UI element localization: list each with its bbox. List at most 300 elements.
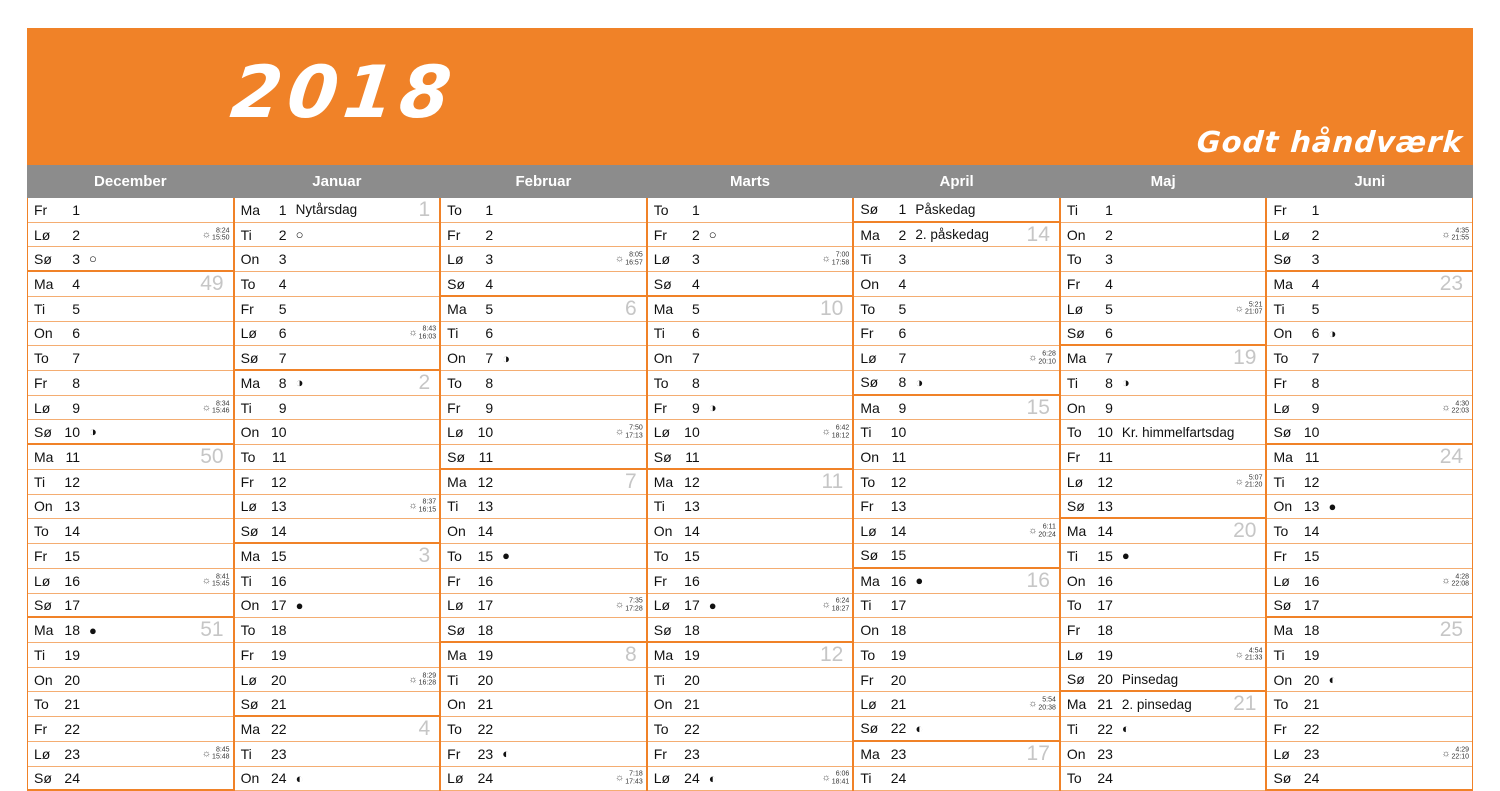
day-row [235,692,440,717]
day-abbrev: To [447,547,462,564]
sun-icon: ☼ [1234,476,1244,488]
day-row [235,569,440,594]
day-abbrev: Ma [240,547,261,564]
day-number: 5 [1311,300,1320,317]
day-row [28,371,233,396]
sun-times [1235,474,1263,489]
day-row [854,322,1059,347]
day-number: 24 [890,770,907,787]
sun-time-stack [1245,647,1263,662]
sun-time-stack [419,672,437,687]
day-row [648,643,853,668]
sun-time-stack [1452,746,1470,761]
day-row [235,272,440,297]
day-abbrev: To [653,201,669,218]
sun-icon: ☼ [408,674,418,686]
day-number: 18 [271,622,287,639]
day-row [28,692,233,717]
day-number: 13 [1303,498,1320,515]
day-row [441,594,646,619]
sun-icon: ☼ [1441,575,1451,587]
day-number: 2 [1105,226,1113,243]
day-row [648,495,853,520]
day-number: 14 [890,523,907,540]
day-number: 13 [684,498,700,515]
day-row [28,569,233,594]
sunset-time: 21:55 [1451,234,1470,242]
day-row [235,445,440,470]
day-row [648,569,853,594]
day-abbrev: Sø [653,621,672,638]
sunrise-time: 8:24 [215,227,230,235]
day-abbrev: Ti [1273,300,1285,317]
day-abbrev: Sø [1066,324,1085,341]
day-row [1061,618,1266,643]
day-abbrev: Sø [1273,596,1292,613]
day-abbrev: Ti [447,498,459,515]
day-abbrev: Lø [240,671,257,688]
day-abbrev: Sø [860,720,879,737]
day-row [441,717,646,742]
sunset-time: 17:13 [625,432,643,440]
day-number: 4 [485,275,494,292]
week-number: 49 [200,272,224,296]
day-number: 7 [485,350,494,367]
day-row [1061,668,1266,693]
day-row [441,618,646,643]
day-abbrev: To [1066,424,1082,441]
day-abbrev: To [447,201,462,218]
day-row [235,297,440,322]
day-number: 11 [272,449,287,466]
day-abbrev: Lø [653,770,671,787]
day-row [28,544,233,569]
sunset-time: 20:24 [1038,531,1056,539]
sun-time-stack [832,252,850,267]
day-row [1061,371,1266,396]
day-row [1267,692,1472,717]
day-row [648,247,853,272]
day-row [854,198,1059,223]
day-number: 20 [684,671,700,688]
day-row [1267,717,1472,742]
day-row [854,445,1059,470]
day-abbrev: Sø [34,423,52,440]
day-number: 12 [64,473,80,490]
day-row [854,668,1059,693]
day-number: 21 [890,696,907,713]
day-abbrev: Ma [1066,523,1087,540]
sun-time-stack [212,573,230,588]
day-row [28,297,233,322]
sunset-time: 18:27 [831,605,850,613]
day-abbrev: Sø [1273,769,1292,786]
day-row [235,346,440,371]
day-number: 7 [72,350,80,367]
day-number: 18 [684,621,700,638]
day-abbrev: Fr [860,671,874,688]
day-number: 17 [890,597,907,614]
sunset-time: 17:58 [831,259,850,267]
sunrise-time: 8:34 [215,400,230,408]
day-row [441,223,646,248]
day-row [1267,297,1472,322]
week-number: 8 [625,642,637,666]
day-abbrev: Lø [34,745,51,762]
day-row [1061,643,1266,668]
day-row [441,247,646,272]
holiday-label: Påskedag [915,201,976,217]
day-number: 3 [485,251,494,268]
day-number: 4 [691,275,700,292]
day-row [854,247,1059,272]
sunrise-time: 8:05 [629,251,643,259]
day-row [1267,643,1472,668]
day-number: 6 [485,325,494,342]
sunset-time: 18:12 [831,432,850,440]
day-number: 24 [477,770,494,787]
sun-times [1235,301,1263,316]
sun-time-stack [212,227,230,242]
day-number: 13 [271,498,287,515]
day-number: 12 [271,473,287,490]
day-abbrev: Ti [1066,374,1079,391]
day-number: 6 [898,325,907,342]
day-abbrev: Fr [653,572,667,589]
sun-icon: ☼ [408,500,418,512]
sunset-time: 22:10 [1451,753,1470,761]
day-row [1061,272,1266,297]
day-number: 8 [278,374,287,391]
sun-times [615,252,643,267]
day-number: 10 [1303,423,1320,440]
month-header-maj: Maj [1150,173,1176,190]
day-abbrev: Sø [240,695,259,712]
day-row [1267,544,1472,569]
day-abbrev: Ti [34,300,46,317]
day-abbrev: Ma [1273,622,1293,639]
day-abbrev: Ma [447,300,467,317]
day-number: 10 [477,424,494,441]
day-abbrev: Ti [240,572,252,589]
sun-icon: ☼ [201,575,212,587]
day-abbrev: Ma [653,300,674,317]
day-row [441,346,646,371]
sun-time-stack [832,598,850,613]
day-number: 24 [64,769,80,786]
day-number: 6 [691,325,700,342]
month-column-maj [1059,198,1266,791]
day-number: 10 [684,424,700,441]
day-abbrev: Fr [1273,547,1287,564]
day-number: 12 [684,473,700,490]
sun-time-stack [1452,573,1470,588]
day-row [235,371,440,396]
day-number: 15 [1097,547,1113,564]
sunset-time: 16:15 [418,506,437,514]
day-number: 2 [898,226,907,243]
day-abbrev: Ti [34,473,46,490]
day-row [1061,420,1266,445]
day-row [235,223,440,248]
sunrise-time: 4:30 [1455,400,1470,408]
day-row [854,371,1059,396]
day-number: 20 [890,671,907,688]
sunrise-time: 8:43 [422,325,437,333]
day-abbrev: Sø [34,250,52,267]
sun-icon: ☼ [821,772,831,784]
day-abbrev: Lø [1273,399,1290,416]
day-row [441,322,646,347]
day-number: 24 [684,770,700,787]
year-title: 2018 [226,50,462,134]
day-number: 2 [691,226,700,243]
full-moon-icon: ○ [295,227,304,243]
day-abbrev: Fr [653,399,667,416]
day-row [1267,396,1472,421]
day-number: 8 [1311,374,1320,391]
day-abbrev: To [860,300,876,317]
sun-times [1235,647,1263,662]
day-abbrev: Lø [1066,300,1084,317]
day-row [1061,495,1266,520]
day-row [1061,742,1266,767]
day-abbrev: On [447,350,466,367]
day-row [854,346,1059,371]
day-abbrev: Lø [447,251,464,268]
day-number: 4 [898,276,907,293]
day-number: 12 [477,473,494,490]
day-abbrev: Ti [1066,720,1079,737]
day-abbrev: On [1066,745,1086,762]
sunrise-time: 4:35 [1455,227,1470,235]
holiday-label: Pinsedag [1121,671,1179,687]
day-abbrev: Fr [1066,276,1081,293]
sun-icon: ☼ [408,327,418,339]
day-number: 18 [64,622,80,639]
sunset-time: 20:10 [1038,358,1056,366]
day-abbrev: Lø [1273,572,1290,589]
day-abbrev: Lø [1273,745,1290,762]
day-row [648,594,853,619]
day-number: 1 [278,201,287,218]
day-row [28,742,233,767]
day-row [1267,594,1472,619]
day-number: 22 [477,720,494,737]
day-number: 23 [890,745,907,762]
day-row [1267,495,1472,520]
day-row [854,717,1059,742]
day-abbrev: Lø [653,424,671,441]
day-abbrev: Lø [653,597,671,614]
day-number: 24 [271,770,287,787]
day-row [28,322,233,347]
day-number: 6 [1105,324,1113,341]
week-number: 23 [1439,272,1464,296]
sun-times [822,425,850,440]
sun-icon: ☼ [821,599,831,611]
day-abbrev: To [653,720,669,737]
day-row [1267,668,1472,693]
day-row [28,594,233,619]
day-abbrev: Ma [860,399,880,416]
day-number: 19 [684,646,700,663]
sun-time-stack [1245,301,1263,316]
day-number: 10 [890,424,907,441]
day-abbrev: Sø [34,769,52,786]
day-abbrev: Sø [653,448,672,465]
day-number: 4 [1311,276,1320,293]
day-row [441,420,646,445]
day-row [441,767,646,791]
day-row [854,618,1059,643]
day-row [854,544,1059,569]
sunrise-time: 7:35 [629,597,643,605]
day-number: 11 [65,449,80,466]
sunrise-time: 6:42 [835,424,850,432]
day-abbrev: Ma [1273,276,1293,293]
day-row [235,742,440,767]
day-number: 16 [64,572,80,589]
day-row [441,272,646,297]
day-row [648,519,853,544]
holiday-label: 2. påskedag [915,227,989,243]
day-number: 2 [278,226,287,243]
day-number: 17 [477,597,494,614]
day-row [1061,247,1266,272]
day-number: 15 [64,547,80,564]
month-header-februar: Februar [515,173,572,190]
day-number: 10 [64,423,80,440]
day-number: 21 [684,696,700,713]
sunrise-time: 8:45 [215,746,230,754]
day-abbrev: Fr [34,720,48,737]
day-row [235,767,440,791]
sunset-time: 16:03 [418,333,437,341]
day-abbrev: Ti [240,399,252,416]
day-abbrev: Sø [1066,671,1085,688]
day-number: 20 [64,671,80,688]
day-number: 16 [1303,572,1320,589]
day-abbrev: Ma [34,276,54,293]
sunrise-time: 7:00 [835,251,850,259]
sunrise-time: 8:29 [422,672,437,680]
sun-time-stack [419,326,437,341]
sun-times [202,227,230,242]
day-number: 16 [890,572,907,589]
day-row [854,223,1059,248]
new-moon-icon: ● [915,573,924,589]
day-number: 3 [278,251,287,268]
day-row [441,692,646,717]
week-number: 16 [1026,568,1050,592]
day-number: 1 [1311,201,1320,218]
day-abbrev: Ma [34,449,54,466]
sunset-time: 18:41 [831,778,850,786]
day-number: 18 [890,622,907,639]
day-abbrev: Fr [653,745,667,762]
day-row [441,544,646,569]
day-abbrev: On [34,325,53,342]
day-row [441,470,646,495]
day-row [28,717,233,742]
day-number: 23 [64,745,80,762]
day-number: 12 [1303,473,1320,490]
day-abbrev: Fr [447,399,461,416]
day-row [28,470,233,495]
sunrise-time: 7:18 [629,770,643,778]
day-abbrev: Fr [34,201,48,218]
day-row [648,297,853,322]
day-abbrev: Lø [240,498,257,515]
day-number: 16 [477,572,494,589]
day-abbrev: Sø [1273,423,1292,440]
day-number: 20 [1097,671,1113,688]
sun-icon: ☼ [201,229,212,241]
day-row [1061,594,1266,619]
day-row [28,346,233,371]
day-abbrev: To [860,473,876,490]
month-column-april [852,198,1059,791]
day-row [1061,519,1266,544]
last-quarter-icon: ◑ [502,350,511,366]
day-abbrev: To [1066,597,1082,614]
day-number: 9 [485,399,494,416]
day-abbrev: To [34,696,49,713]
day-abbrev: Ma [860,745,880,762]
day-abbrev: Ma [653,473,674,490]
day-abbrev: On [1066,399,1086,416]
day-abbrev: To [653,547,669,564]
day-row [441,742,646,767]
day-number: 17 [64,596,80,613]
day-row [1267,767,1472,791]
day-number: 16 [684,572,700,589]
full-moon-icon: ○ [89,251,97,267]
sun-time-stack [1038,524,1056,539]
day-abbrev: Ti [1066,547,1079,564]
day-abbrev: To [1066,770,1082,787]
day-number: 14 [1097,523,1113,540]
day-number: 4 [278,276,287,293]
sunrise-time: 5:21 [1248,301,1263,309]
day-abbrev: Sø [860,374,879,391]
day-number: 14 [1303,523,1320,540]
last-quarter-icon: ◑ [89,424,97,440]
day-abbrev: Fr [447,745,461,762]
day-abbrev: Ti [860,251,872,268]
day-abbrev: On [240,770,260,787]
month-header-april: April [939,173,974,190]
week-number: 2 [418,371,431,394]
first-quarter-icon: ◐ [502,746,511,762]
day-abbrev: Lø [34,226,51,243]
week-number: 15 [1026,395,1050,419]
day-abbrev: On [240,597,260,614]
last-quarter-icon: ◑ [1328,325,1337,341]
day-row [441,396,646,421]
brand-tagline: Godt håndværk [1195,125,1465,159]
day-number: 14 [684,523,700,540]
day-number: 1 [1105,201,1113,218]
day-abbrev: Lø [1066,473,1084,490]
sunset-time: 22:03 [1451,407,1470,415]
day-abbrev: Fr [1273,201,1287,218]
sunset-time: 15:50 [212,234,230,242]
day-row [28,223,233,248]
day-row [854,569,1059,594]
sun-time-stack [1245,474,1263,489]
